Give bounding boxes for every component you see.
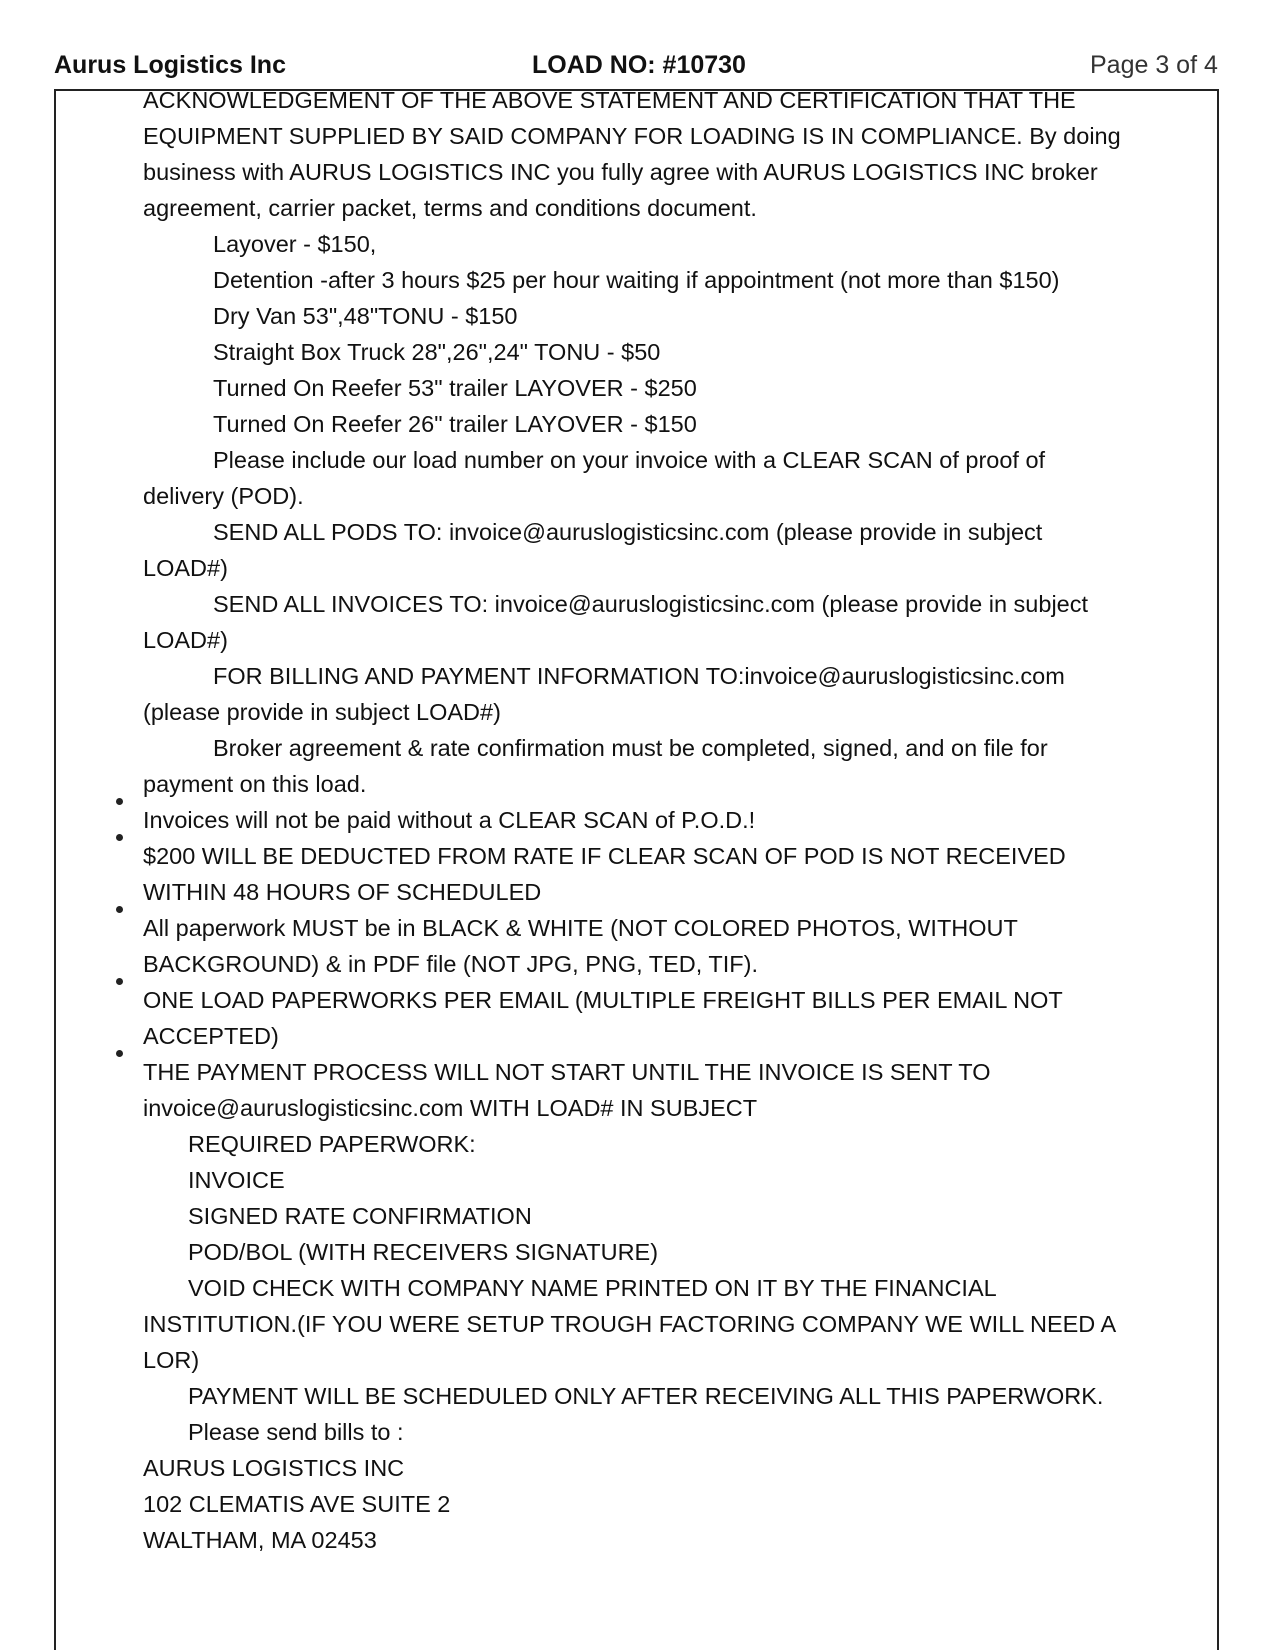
bullet-item-continued: ACCEPTED)	[143, 1023, 279, 1049]
text-line: Detention -after 3 hours $25 per hour waiting if appointment (not more than $150)	[213, 267, 1060, 293]
text-line: SIGNED RATE CONFIRMATION	[188, 1203, 532, 1229]
text-line: Broker agreement & rate confirmation must be completed, signed, and on file for	[213, 735, 1048, 761]
text-line: (please provide in subject LOAD#)	[143, 699, 501, 725]
text-line: payment on this load.	[143, 771, 367, 797]
text-line: LOAD#)	[143, 627, 228, 653]
text-line: agreement, carrier packet, terms and conditions document.	[143, 195, 757, 221]
address-street: 102 CLEMATIS AVE SUITE 2	[143, 1491, 451, 1517]
bullet-item-continued: WITHIN 48 HOURS OF SCHEDULED	[143, 879, 542, 905]
text-line: Straight Box Truck 28",26",24" TONU - $50	[213, 339, 661, 365]
bullet-item: All paperwork MUST be in BLACK & WHITE (NOT COLORED PHOTOS, WITHOUT	[143, 915, 1018, 941]
address-company: AURUS LOGISTICS INC	[143, 1455, 405, 1481]
text-line: Please include our load number on your invoice with a CLEAR SCAN of proof of	[213, 447, 1046, 473]
text-line: INSTITUTION.(IF YOU WERE SETUP TROUGH FACTORING COMPANY WE WILL NEED A	[143, 1311, 1117, 1337]
text-line: SEND ALL PODS TO: invoice@auruslogisticsinc.com (please provide in subject	[213, 519, 1043, 545]
text-line: REQUIRED PAPERWORK:	[188, 1131, 476, 1157]
bullet-item: THE PAYMENT PROCESS WILL NOT START UNTIL THE INVOICE IS SENT TO	[143, 1059, 991, 1085]
text-line: Turned On Reefer 26" trailer LAYOVER - $150	[213, 411, 697, 437]
text-line: ACKNOWLEDGEMENT OF THE ABOVE STATEMENT AND CERTIFICATION THAT THE	[143, 87, 1076, 113]
text-line: FOR BILLING AND PAYMENT INFORMATION TO:invoice@auruslogisticsinc.com	[213, 663, 1065, 689]
text-line: business with AURUS LOGISTICS INC you fully agree with AURUS LOGISTICS INC broker	[143, 159, 1098, 185]
bullet-item: Invoices will not be paid without a CLEAR SCAN of P.O.D.!	[143, 807, 756, 833]
text-line: INVOICE	[188, 1167, 285, 1193]
bullet-item-continued: BACKGROUND) & in PDF file (NOT JPG, PNG, TED, TIF).	[143, 951, 758, 977]
bullet-item: ONE LOAD PAPERWORKS PER EMAIL (MULTIPLE FREIGHT BILLS PER EMAIL NOT	[143, 987, 1063, 1013]
text-line: delivery (POD).	[143, 483, 304, 509]
bullet-icon	[116, 834, 126, 844]
text-line: SEND ALL INVOICES TO: invoice@auruslogisticsinc.com (please provide in subject	[213, 591, 1089, 617]
bullet-icon	[116, 978, 126, 988]
text-line: Please send bills to :	[188, 1419, 404, 1445]
address-city: WALTHAM, MA 02453	[143, 1527, 377, 1553]
bullet-item: $200 WILL BE DEDUCTED FROM RATE IF CLEAR SCAN OF POD IS NOT RECEIVED	[143, 843, 1066, 869]
text-line: EQUIPMENT SUPPLIED BY SAID COMPANY FOR LOADING IS IN COMPLIANCE. By doing	[143, 123, 1121, 149]
header-company-name: Aurus Logistics Inc	[54, 51, 286, 79]
bullet-icon	[116, 798, 126, 808]
text-line: POD/BOL (WITH RECEIVERS SIGNATURE)	[188, 1239, 659, 1265]
text-line: Turned On Reefer 53" trailer LAYOVER - $250	[213, 375, 697, 401]
header-page-number: Page 3 of 4	[1090, 51, 1218, 79]
bullet-item-continued: invoice@auruslogisticsinc.com WITH LOAD# IN SUBJECT	[143, 1095, 758, 1121]
header-load-number: LOAD NO: #10730	[532, 51, 746, 79]
bullet-icon	[116, 906, 126, 916]
text-line: Layover - $150,	[213, 231, 377, 257]
text-line: Dry Van 53",48"TONU - $150	[213, 303, 518, 329]
text-line: PAYMENT WILL BE SCHEDULED ONLY AFTER RECEIVING ALL THIS PAPERWORK.	[188, 1383, 1104, 1409]
text-line: LOAD#)	[143, 555, 228, 581]
text-line: VOID CHECK WITH COMPANY NAME PRINTED ON IT BY THE FINANCIAL	[188, 1275, 997, 1301]
text-line: LOR)	[143, 1347, 200, 1373]
bullet-icon	[116, 1050, 126, 1060]
